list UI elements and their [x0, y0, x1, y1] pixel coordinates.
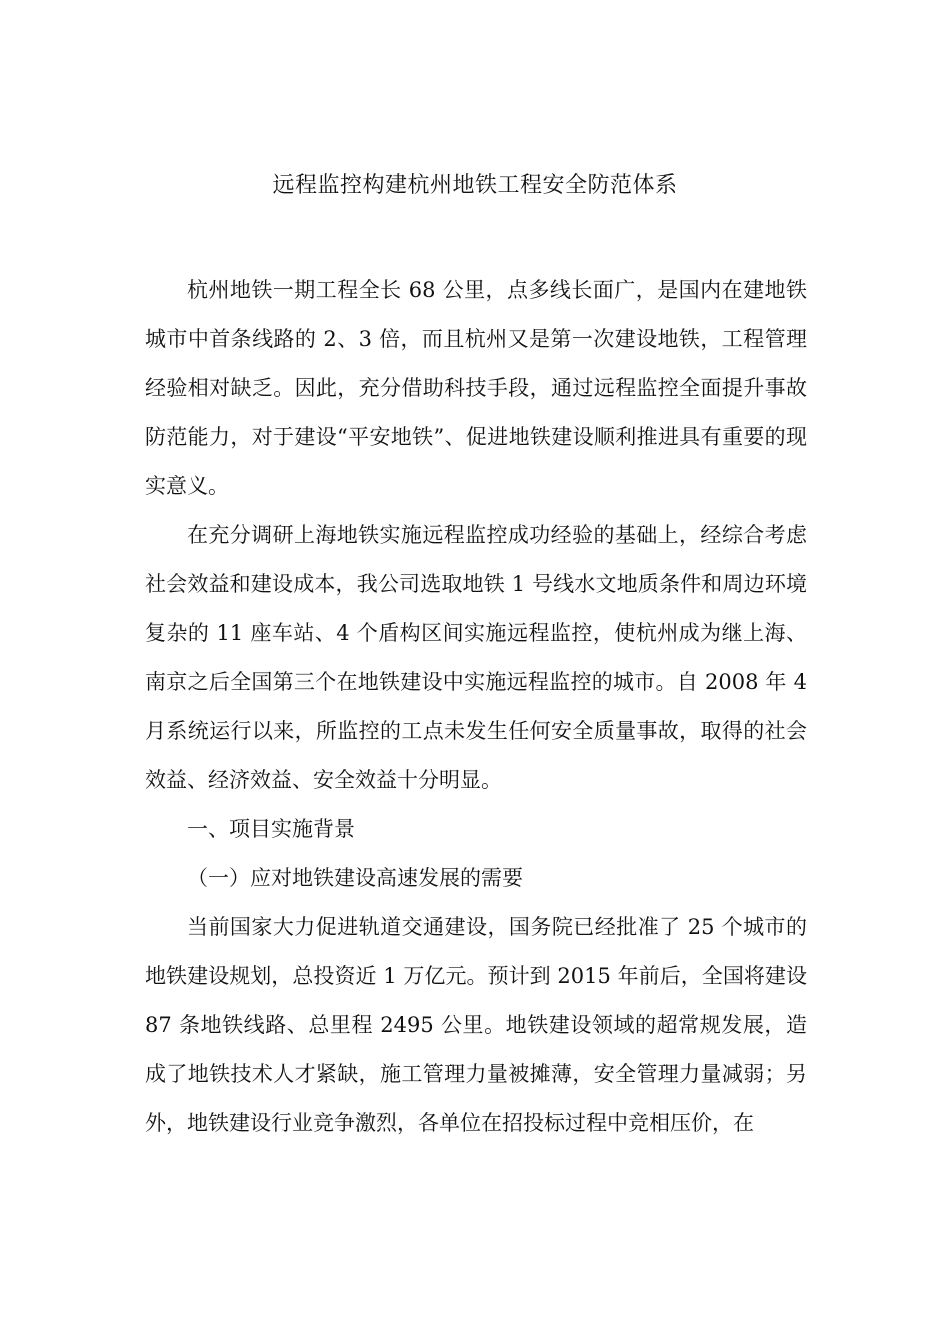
document-title: 远程监控构建杭州地铁工程安全防范体系 — [272, 173, 678, 198]
paragraph-background: 当前国家大力促进轨道交通建设，国务院已经批准了 25 个城市的地铁建设规划，总投资近 1 万亿元。预计到 2015 年前后，全国将建设 87 条地铁线路、总里程 2495 公里。地铁建设领域的超常规发展，造成了地铁技术人才紧缺，施工管理力量被摊薄，安全管理力量减弱；另外，地铁建设行业竞争激烈，各单位在招投标过程中竞相压价，在 — [145, 915, 807, 1135]
paragraph-implementation: 在充分调研上海地铁实施远程监控成功经验的基础上，经综合考虑社会效益和建设成本，我公司选取地铁 1 号线水文地质条件和周边环境复杂的 11 座车站、4 个盾构区间实施远程监控，使杭州成为继上海、南京之后全国第三个在地铁建设中实施远程监控的城市。自 2008 年 4 月系统运行以来，所监控的工点未发生任何安全质量事故，取得的社会效益、经济效益、安全效益十分明显。 — [145, 523, 807, 792]
document-body — [145, 266, 807, 1148]
paragraph-intro: 杭州地铁一期工程全长 68 公里，点多线长面广，是国内在建地铁城市中首条线路的 2、3 倍，而且杭州又是第一次建设地铁，工程管理经验相对缺乏。因此，充分借助科技手段，通过远程监控全面提升事故防范能力，对于建设“平安地铁”、促进地铁建设顺利推进具有重要的现实意义。 — [145, 278, 807, 498]
subsection-heading: （一）应对地铁建设高速发展的需要 — [187, 866, 523, 890]
section-heading: 一、项目实施背景 — [187, 817, 355, 841]
